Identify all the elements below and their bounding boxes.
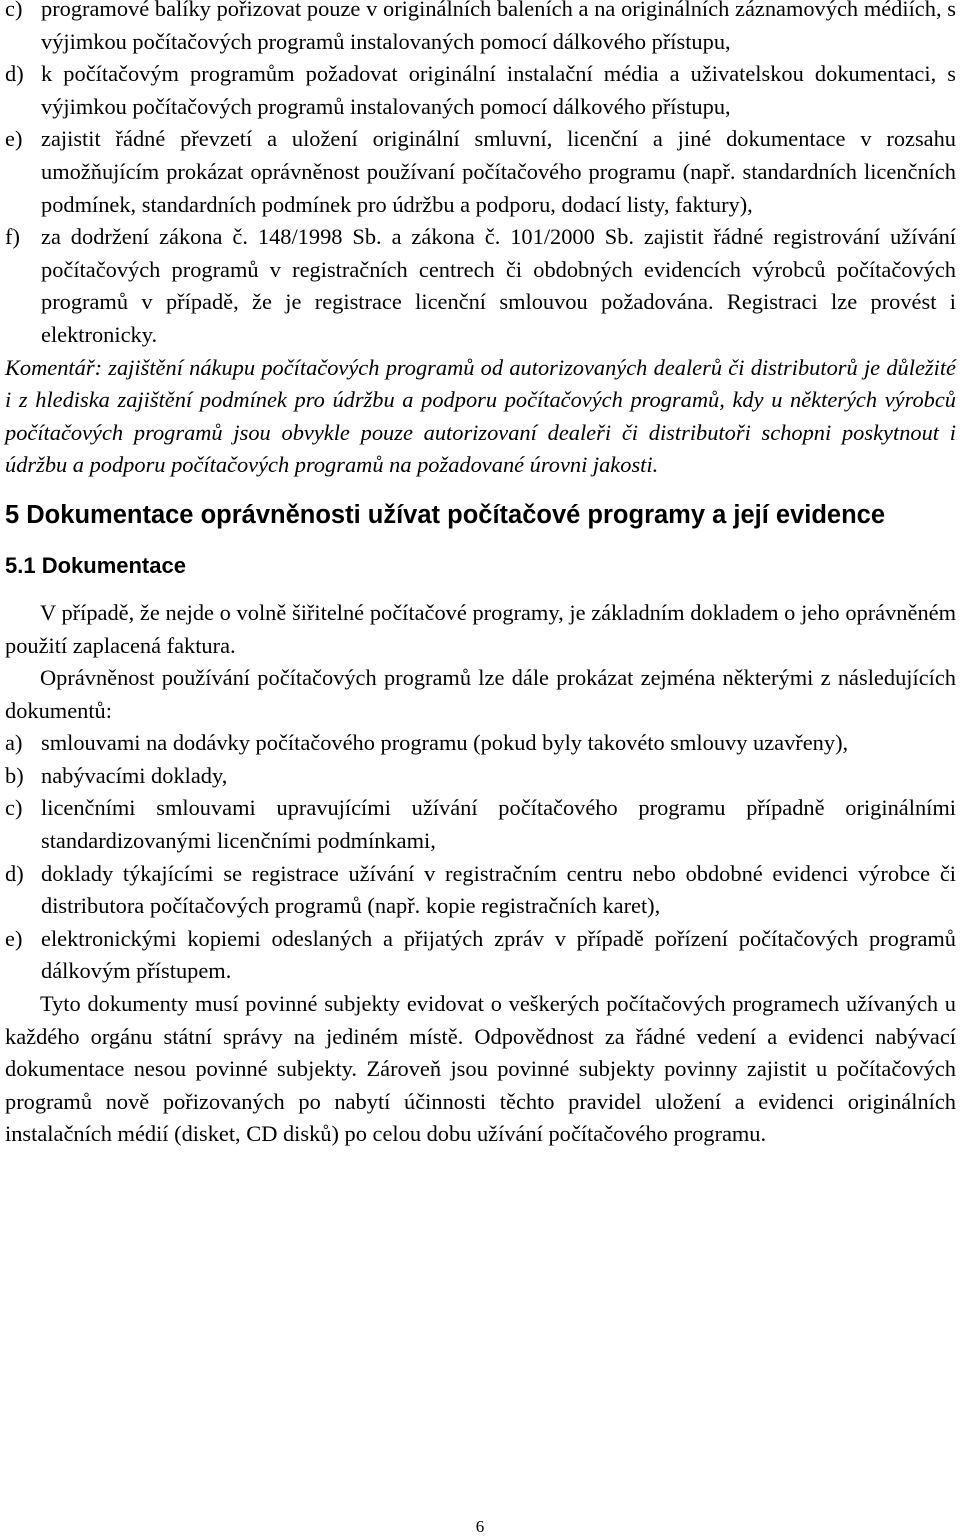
list-item <box>5 221 956 351</box>
list-item-text: k počítačovým programům požadovat originální instalační média a uživatelskou dokumentaci, s výjimkou počítačových programů instalovaných pomocí dálkového přístupu, <box>41 61 956 119</box>
section-heading: 5 Dokumentace oprávněnosti užívat počítačové programy a její evidence <box>5 500 886 529</box>
list-item-label: d) <box>5 61 24 87</box>
list-item <box>5 58 956 123</box>
body-paragraph: V případě, že nejde o volně šiřitelné počítačové programy, je základním dokladem o jeho oprávněném použití zaplacená faktura. <box>5 599 956 658</box>
list-item <box>5 760 956 793</box>
page-content <box>5 0 956 1151</box>
list-item-label: e) <box>5 925 23 951</box>
list-item-text: nabývacími doklady, <box>41 762 228 788</box>
requirements-list <box>5 0 956 352</box>
subsection-heading: 5.1 Dokumentace <box>5 552 186 578</box>
body-paragraph: Tyto dokumenty musí povinné subjekty evidovat o veškerých počítačových programech užívaných u každého orgánu státní správy na jediném místě. Odpovědnost za řádné vedení a evidenci nabývací dokumentace nesou povinné subjekty. Zároveň jsou povinné subjekty povinny zajistit u počítačových programů nově pořizovaných po nabytí účinnosti těchto pravidel uložení a evidenci originálních instalačních médií (disket, CD disků) po celou dobu užívání počítačového programu. <box>5 991 956 1147</box>
list-item <box>5 123 956 221</box>
list-item-label: b) <box>5 762 24 788</box>
list-item-text: smlouvami na dodávky počítačového programu (pokud byly takovéto smlouvy uzavřeny), <box>41 730 849 756</box>
list-item <box>5 923 956 988</box>
list-item-text: programové balíky pořizovat pouze v originálních baleních a na originálních záznamových médiích, s výjimkou počítačových programů instalovaných pomocí dálkového přístupu, <box>41 0 956 54</box>
list-item-text: za dodržení zákona č. 148/1998 Sb. a zákona č. 101/2000 Sb. zajistit řádné registrování užívání počítačových programů v registračních centrech či obdobných evidencích výrobců počítačových programů v případě, že je registrace licenční smlouvou požadována. Registraci lze provést i elektronicky. <box>41 224 956 347</box>
list-item-label: c) <box>5 795 23 821</box>
list-item-text: elektronickými kopiemi odeslaných a přijatých zpráv v případě pořízení počítačových programů dálkovým přístupem. <box>41 925 956 984</box>
comment-paragraph: Komentář: zajištění nákupu počítačových programů od autorizovaných dealerů či distributorů je důležité i z hlediska zajištění podmínek pro údržbu a podporu počítačových programů, kdy u některých výrobců počítačových programů jsou obvykle pouze autorizovaní dealeři či distributoři schopni poskytnout i údržbu a podporu počítačových programů na požadované úrovni jakosti. <box>5 354 956 478</box>
body-paragraph: Oprávněnost používání počítačových programů lze dále prokázat zejména některými z následujících dokumentů: <box>5 665 956 723</box>
list-item-label: f) <box>5 224 20 250</box>
list-item <box>5 727 956 760</box>
list-item <box>5 792 956 857</box>
list-item-text: doklady týkajícími se registrace užívání v registračním centru nebo obdobné evidenci výrobce či distributora počítačových programů (např. kopie registračních karet), <box>41 860 956 919</box>
list-item-label: d) <box>5 860 24 886</box>
list-item-text: zajistit řádné převzetí a uložení originální smluvní, licenční a jiné dokumentace v rozsahu umožňujícím prokázat oprávněnost používaní počítačového programu (např. standardních licenčních podmínek, standardních podmínek pro údržbu a podporu, dodací listy, faktury), <box>41 126 956 217</box>
page-number: 6 <box>475 1517 485 1536</box>
documents-list <box>5 727 956 988</box>
list-item-text: licenčními smlouvami upravujícími užívání počítačového programu případně originálními standardizovanými licenčními podmínkami, <box>41 795 956 854</box>
list-item <box>5 858 956 923</box>
list-item-label: a) <box>5 730 23 756</box>
list-item <box>5 0 956 58</box>
list-item-label: e) <box>5 126 23 152</box>
list-item-label: c) <box>5 0 23 21</box>
